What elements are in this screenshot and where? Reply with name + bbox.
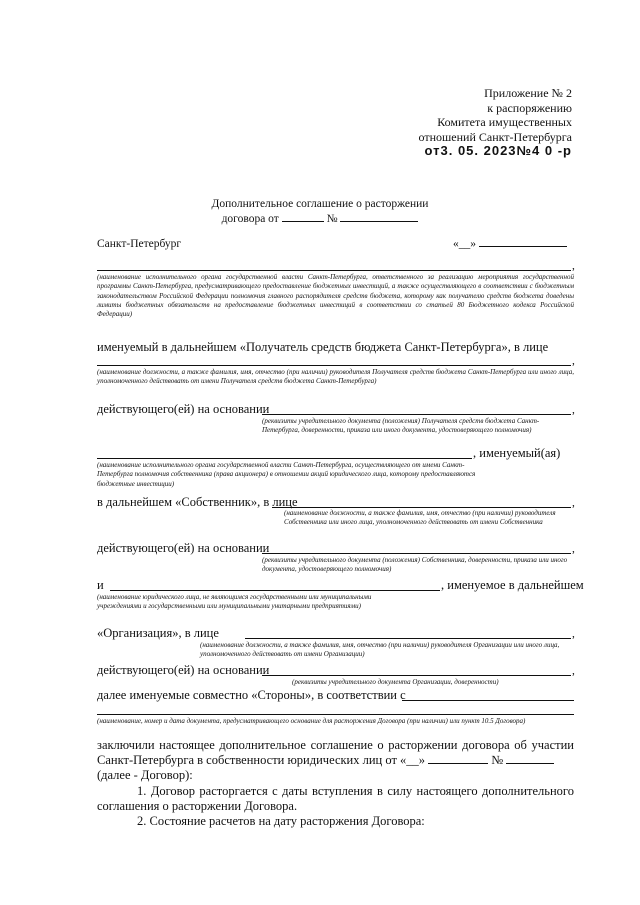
- acting-basis-3: действующего(ей) на основании: [97, 663, 270, 677]
- note-organization-head: (наименование должности, а также фамилия, имя, отчество (при наличии) руководителя Организации или иного лица, уполномоченного действовать от имени Организации): [200, 641, 560, 659]
- note-recipient-docs: (реквизиты учредительного документа (положения) Получателя средств бюджета Санкт-Петербурга, доверенности, приказа или иного документа, удостоверяющего полномочия): [262, 417, 540, 435]
- item-2: 2. Состояние расчетов на дату расторжения Договора:: [137, 814, 425, 828]
- blank-line: [262, 553, 571, 554]
- recipient-line: именуемый в дальнейшем «Получатель средств бюджета Санкт-Петербурга», в лице: [97, 340, 549, 354]
- acting-basis-2: действующего(ей) на основании: [97, 541, 270, 555]
- owner-line: в дальнейшем «Собственник», в лице: [97, 495, 298, 509]
- note-owner-docs: (реквизиты учредительного документа (положения) Собственника, доверенности, приказа или иного документа, удостоверяющего полномочия): [262, 556, 568, 574]
- header-block: [419, 86, 572, 159]
- agreement-date: «__»: [453, 237, 567, 251]
- blank-line: [110, 590, 440, 591]
- blank-line: [402, 700, 574, 701]
- document-title: [0, 197, 640, 227]
- note-owner-head: (наименование должности, а также фамилия, имя, отчество (при наличии) руководителя Собственника или иного лица, уполномоченного действовать от имени Собственника: [284, 509, 556, 527]
- title-date-field: [282, 221, 324, 222]
- note-recipient-head: (наименование должности, а также фамилия, имя, отчество (при наличии) руководителя Получателя средств бюджета Санкт-Петербурга или иного лица, уполномоченного действовать от имени Получателя средств бюджета Санкт-Петербурга): [97, 368, 574, 386]
- named-as: , именуемый(ая): [473, 446, 561, 460]
- title-line-2: договора от №: [0, 212, 640, 227]
- blank-line: [97, 365, 571, 366]
- city: Санкт-Петербург: [97, 238, 182, 250]
- blank-line: [245, 638, 571, 639]
- document-page: Приложение № 2 к распоряжению Комитета имущественных отношений Санкт-Петербурга от3. 05. 2023№4 0 -р Дополнительное соглашение о расторжении договора от № Санкт-Петербург «__» , (наименование исполнительного органа государственной власти Санкт-Петербурга, ответственного за реализацию мероприятия государственной программы Санкт-Петербурга, предусматривающего предоставление бюджетных инвестиций, а также осуществляющего в соответствии с бюджетным законодательством Российской Федерации полномочия главного распорядителя средств бюджета, которому как получателю средств бюджета доведены лимиты бюджетных обязательств на предоставление бюджетных инвестиций в соответствии со статьей 80 Бюджетного кодекса Российской Федерации) именуемый в дальнейшем «Получатель средств бюджета Санкт-Петербурга», в лице , (наименование должности, а также фамилия, имя, отчество (при наличии) руководителя Получателя средств бюджета Санкт-Петербурга или иного лица, уполномоченного действовать от имени Получателя средств бюджета Санкт-Петербурга) действующего(ей) на основании , (реквизиты учредительного документа (положения) Получателя средств бюджета Санкт-Петербурга, доверенности, приказа или иного документа, удостоверяющего полномочия) , именуемый(ая) (наименование исполнительного органа государственной власти Санкт-Петербурга, осуществляющего от имени Санкт-Петербурга полномочия собственника (права акционера) в отношении акций юридического лица, которому предоставляются бюджетные инвестиции) в дальнейшем «Собственник», в лице , (наименование должности, а также фамилия, имя, отчество (при наличии) руководителя Собственника или иного лица, уполномоченного действовать от имени Собственника действующего(ей) на основании , (реквизиты учредительного документа (положения) Собственника, доверенности, приказа или иного документа, удостоверяющего полномочия) и , именуемое в дальнейшем (наименование юридического лица, не являющимся государственными или муниципальными учреждениями и государственными или муниципальными унитарными предприятиями) «Организация», в лице , (наименование должности, а также фамилия, имя, отчество (при наличии) руководителя Организации или иного лица, уполномоченного действовать от имени Организации) действующего(ей) на основании , (реквизиты учредительного документа Организации, доверенности) далее именуемые совместно «Стороны», в соответствии с (наименование, номер и дата документа, предусматривающего основание для расторжения Договора (при наличии) или пункт 10.5 Договора) заключили настоящее дополнительное соглашение о расторжении договора об участии Санкт-Петербурга в собственности юридических лиц от «__» № (далее - Договор): 1. Договор расторгается с даты вступления в силу настоящего дополнительного соглашения о расторжении Договора. 2. Состояние расчетов на дату расторжения Договора:: [0, 0, 640, 905]
- parties-line: далее именуемые совместно «Стороны», в соответствии с: [97, 688, 406, 702]
- blank-line: [97, 458, 472, 459]
- and-word: и: [97, 578, 104, 592]
- header-line-4: отношений Санкт-Петербурга: [418, 129, 572, 144]
- blank-line: [262, 414, 571, 415]
- note-organization-docs: (реквизиты учредительного документа Организации, доверенности): [292, 678, 499, 686]
- title-line-1: Дополнительное соглашение о расторжении: [211, 198, 429, 210]
- header-line-2: к распоряжению: [487, 100, 572, 115]
- header-line-1: Приложение № 2: [484, 86, 572, 100]
- acting-basis-1: действующего(ей) на основании: [97, 402, 270, 416]
- header-line-3: Комитета имущественных: [437, 115, 572, 129]
- item-1: 1. Договор расторгается с даты вступления в силу настоящего дополнительного соглашения о расторжении Договора.: [97, 784, 574, 813]
- note-organization: (наименование юридического лица, не являющимся государственными или муниципальными учреждениями и государственными или муниципальными унитарными предприятиями): [97, 593, 372, 611]
- organization-line: «Организация», в лице: [97, 626, 219, 640]
- note-termination-basis: (наименование, номер и дата документа, предусматривающего основание для расторжения Договора (при наличии) или пункт 10.5 Договора): [97, 717, 526, 725]
- registration-stamp: от3. 05. 2023№4 0 -р: [424, 143, 572, 158]
- concluded-paragraph: заключили настоящее дополнительное соглашение о расторжении договора об участии Санкт-Петербурга в собственности юридических лиц от «__» № (далее - Договор):: [97, 738, 574, 782]
- blank-line: [262, 675, 571, 676]
- named-further: , именуемое в дальнейшем: [441, 578, 584, 592]
- note-owner-body: (наименование исполнительного органа государственной власти Санкт-Петербурга, осуществляющего от имени Санкт-Петербурга полномочия собственника (права акционера) в отношении акций юридического лица, которому предоставляются бюджетные инвестиции): [97, 461, 476, 488]
- blank-line: [97, 714, 574, 715]
- title-number-field: [340, 221, 418, 222]
- blank-line: [272, 507, 571, 508]
- blank-line: [97, 270, 571, 271]
- note-executive-body: (наименование исполнительного органа государственной власти Санкт-Петербурга, ответственного за реализацию мероприятия государственной программы Санкт-Петербурга, предусматривающего предоставление бюджетных инвестиций, а также осуществляющего в соответствии с бюджетным законодательством Российской Федерации полномочия главного распорядителя средств бюджета, которому как получателю средств бюджета доведены лимиты бюджетных обязательств на предоставление бюджетных инвестиций в соответствии со статьей 80 Бюджетного кодекса Российской Федерации): [97, 273, 574, 319]
